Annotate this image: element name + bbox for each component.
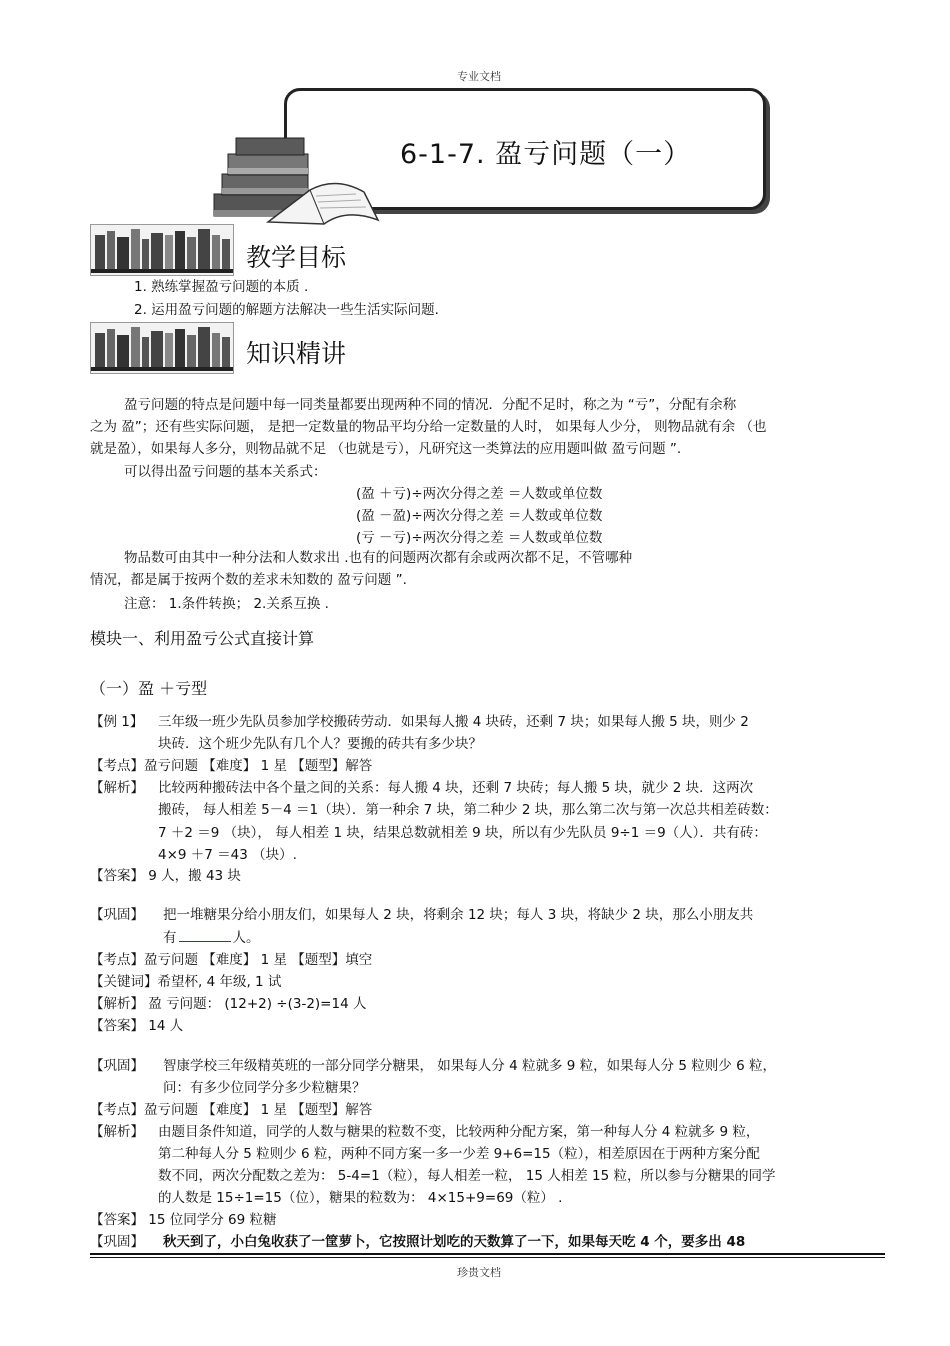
page-title: 6-1-7. 盈亏问题（一） [400,139,692,170]
practice-question: 把一堆糖果分给小朋友们，如果每人 2 块，将剩余 12 块；每人 3 块，将缺少 2 块，那么小朋友共 [163,907,754,923]
knowledge-paragraph: 可以得出盈亏问题的基本关系式： [124,464,327,480]
solution-text: 7 ＋2 ＝9 （块）， 每人相差 1 块，结果总数就相差 9 块，所以有少先队员 9÷1 ＝9（人）．共有砖： [158,825,767,841]
goal-item: 2. 运用盈亏问题的解题方法解决一些生活实际问题. [134,302,439,318]
formula: (盈 －盈)÷两次分得之差 ＝人数或单位数 [356,508,603,524]
books-icon [206,136,382,226]
solution-text: 比较两种搬砖法中各个量之间的关系：每人搬 4 块，还剩 7 块砖；每人搬 5 块，就少 2 块．这两次 [158,780,754,796]
solution-text: 搬砖， 每人相差 5－4 ＝1（块）．第一种余 7 块，第二种少 2 块，那么第二次与第一次总共相差砖数： [158,802,778,818]
answer: 【答案】 14 人 [90,1018,184,1034]
solution-text: 【解析】 盈 亏问题： (12+2) ÷(3-2)=14 人 [90,996,367,1012]
practice-tag: 【巩固】 [90,1234,144,1250]
practice-meta: 【考点】盈亏问题 【难度】 1 星 【题型】解答 [90,1102,373,1118]
knowledge-paragraph: 就是盈），如果每人多分，则物品就不足 （也就是亏），凡研究这一类算法的应用题叫做 盈亏问题 ”. [90,441,682,457]
practice-question: 秋天到了，小白兔收获了一筐萝卜，它按照计划吃的天数算了一下，如果每天吃 4 个，要多出 48 [163,1234,746,1250]
practice-question: 智康学校三年级精英班的一部分同学分糖果， 如果每人分 4 粒就多 9 粒，如果每人分 5 粒则少 6 粒， [163,1058,776,1074]
practice-meta: 【考点】盈亏问题 【难度】 1 星 【题型】填空 [90,952,373,968]
answer: 【答案】 9 人，搬 43 块 [90,868,241,884]
practice-tag: 【巩固】 [90,1058,144,1074]
goal-item: 1. 熟练掌握盈亏问题的本质 . [134,279,309,295]
footer-rule [90,1257,885,1258]
subsection-title: （一）盈 ＋亏型 [90,679,208,698]
answer: 【答案】 15 位同学分 69 粒糖 [90,1212,277,1228]
section-goals-title: 教学目标 [246,243,347,272]
module-title: 模块一、利用盈亏公式直接计算 [90,629,315,648]
practice-question-line: 有 人。 [163,930,260,946]
knowledge-paragraph: 盈亏问题的特点是问题中每一同类量都要出现两种不同的情况．分配不足时，称之为 “亏”，分配有余称 [124,397,737,413]
footer-rule [90,1253,885,1255]
bookshelf-icon [90,224,234,276]
practice-tag: 【巩固】 [90,907,144,923]
solution-text: 第二种每人分 5 粒则少 6 粒，两种不同方案一多一少差 9+6=15（粒），相差原因在于两种方案分配 [158,1146,760,1162]
solution-tag: 【解析】 [90,1124,144,1140]
solution-text: 4×9 ＋7 ＝43 （块）. [158,847,297,863]
solution-tag: 【解析】 [90,780,144,796]
page-header: 专业文档 [457,70,501,83]
formula: (亏 －亏)÷两次分得之差 ＝人数或单位数 [356,530,603,546]
knowledge-paragraph: 情况，都是属于按两个数的差求未知数的 盈亏问题 ”. [90,572,407,588]
formula: (盈 ＋亏)÷两次分得之差 ＝人数或单位数 [356,486,603,502]
example-question: 块砖．这个班少先队有几个人？要搬的砖共有多少块？ [158,736,482,752]
knowledge-paragraph: 之为 盈”；还有些实际问题， 是把一定数量的物品平均分给一定数量的人时， 如果每人少分， 则物品就有余 （也 [90,419,767,435]
practice-question: 问：有多少位同学分多少粒糖果？ [163,1080,366,1096]
solution-text: 的人数是 15÷1=15（位），糖果的粒数为： 4×15+9=69（粒） . [158,1190,563,1206]
knowledge-note: 注意： 1.条件转换； 2.关系互换 . [124,596,329,612]
solution-text: 数不同，两次分配数之差为： 5-4=1（粒），每人相差一粒， 15 人相差 15 粒，所以参与分糖果的同学 [158,1168,776,1184]
solution-text: 由题目条件知道，同学的人数与糖果的粒数不变，比较两种分配方案，第一种每人分 4 粒就多 9 粒， [158,1124,760,1140]
example-question: 三年级一班少先队员参加学校搬砖劳动．如果每人搬 4 块砖，还剩 7 块；如果每人搬 5 块，则少 2 [158,714,749,730]
answer-blank[interactable] [179,941,231,942]
section-knowledge-title: 知识精讲 [246,339,347,368]
example-tag: 【例 1】 [90,714,144,730]
bookshelf-icon [90,322,234,374]
knowledge-paragraph: 物品数可由其中一种分法和人数求出 .也有的问题两次都有余或两次都不足，不管哪种 [124,550,633,566]
practice-keywords: 【关键词】希望杯, 4 年级, 1 试 [90,974,282,990]
example-meta: 【考点】盈亏问题 【难度】 1 星 【题型】解答 [90,758,373,774]
page-footer: 珍贵文档 [457,1266,501,1279]
